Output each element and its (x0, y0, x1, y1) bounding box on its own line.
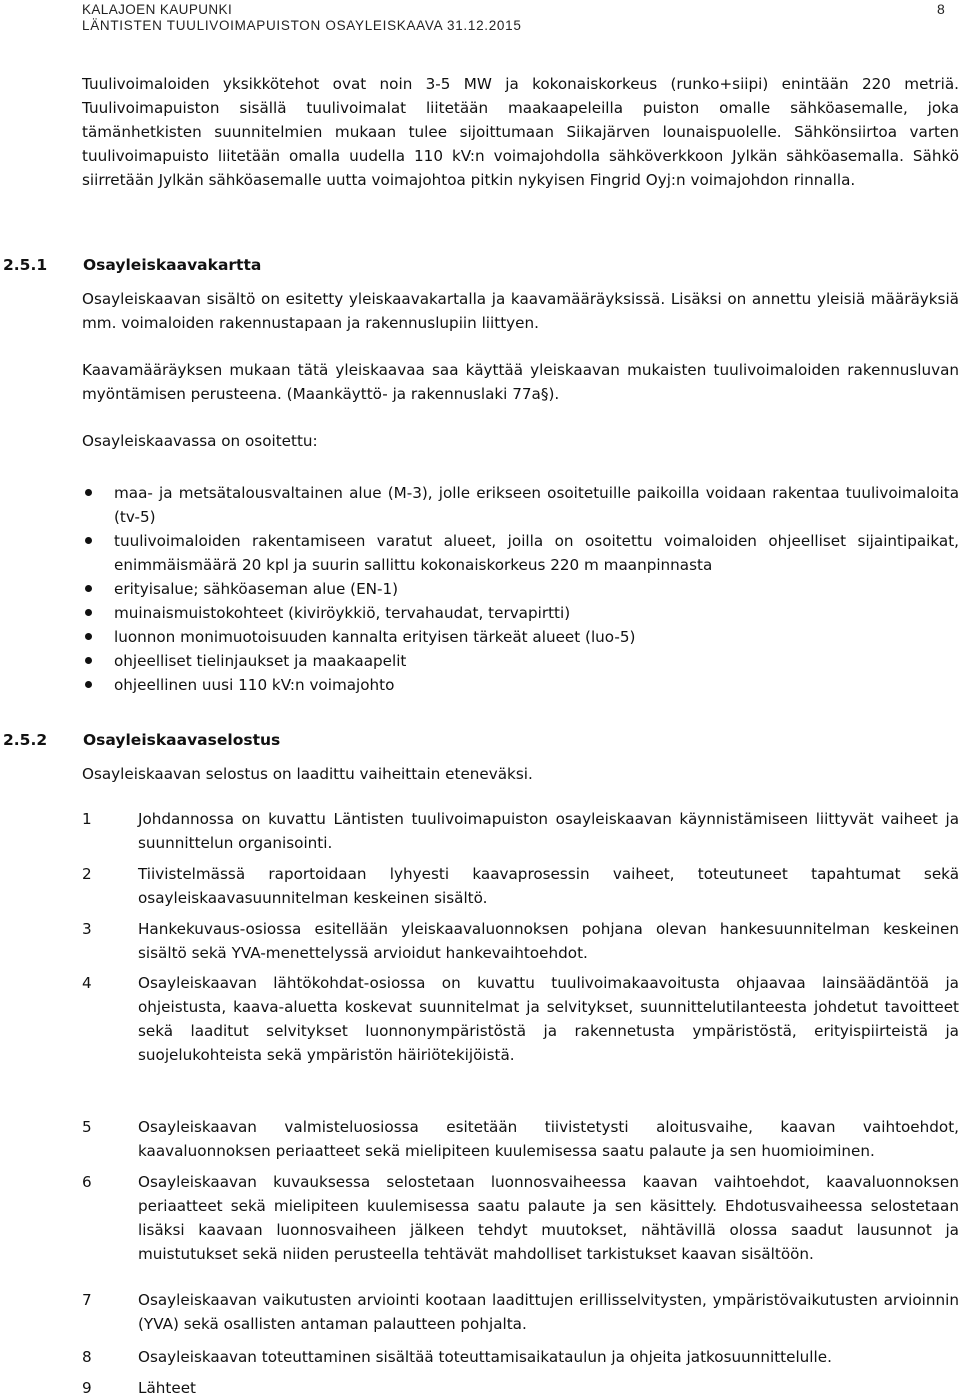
item-number: 1 (82, 810, 92, 828)
intro-paragraph: Tuulivoimaloiden yksikkötehot ovat noin 3-5 MW ja kokonaiskorkeus (runko+siipi) enintään 220 metriä. Tuulivoimapuiston sisällä tuulivoimalat liitetään maakaapeleilla puiston omalle sähköasemalle, joka tämänhetkisten suunnitelmien mukaan tulee sijoittumaan Siikajärven lounaispuolelle. Sähkönsiirtoa varten tuulivoimapuisto liitetään omalla uudella 110 kV:n voimajohdolla sähköverkkoon Jylkän sähköasemalla. Sähkö siirretään Jylkän sähköasemalle uutta voimajohtoa pitkin nykyisen Fingrid Oyj:n voimajohdon rinnalla. (82, 75, 959, 189)
item-text: Osayleiskaavan valmisteluosiossa esitetään tiivistetysti aloitusvaihe, kaavan vaihtoehdot, kaavaluonnoksen periaatteet sekä mielipiteen kuulemisessa saatu palaute ja sen huomioiminen. (138, 1118, 959, 1160)
item-text: Hankekuvaus-osiossa esitellään yleiskaavaluonnoksen pohjana olevan hankesuunnitelman keskeinen sisältö sekä YVA-menettelyssä arvioidut hankevaihtoehdot. (138, 920, 959, 962)
section-paragraph: Kaavamääräyksen mukaan tätä yleiskaavaa saa käyttää yleiskaavan mukaisten tuulivoimaloiden rakennusluvan myöntämisen perusteena. (Maankäyttö- ja rakennuslaki 77a§). (82, 361, 959, 403)
list-intro: Osayleiskaavassa on osoitettu: (82, 432, 318, 450)
item-text: Johdannossa on kuvattu Läntisten tuulivoimapuiston osayleiskaavan käynnistämiseen liittyvät vaiheet ja suunnittelun organisointi. (138, 810, 959, 852)
item-text: Osayleiskaavan kuvauksessa selostetaan luonnosvaiheessa kaavan vaihtoehdot, kaavaluonnoksen periaatteet sekä mielipiteen kuulemisessa saatu palaute ja sen käsittely. Ehdotusvaiheessa selostetaan lisäksi kaavaan luonnosvaiheen jälkeen tehdyt muutokset, nähtävillä olossa saadut lausunnot ja muistutukset sekä niiden perusteella tehtävät mahdolliset tarkistukset kaavan sisältöön. (138, 1173, 959, 1263)
header-document-title: LÄNTISTEN TUULIVOIMAPUISTON OSAYLEISKAAVA 31.12.2015 (82, 18, 522, 33)
item-text: Lähteet (138, 1379, 196, 1397)
item-number: 5 (82, 1118, 92, 1136)
item-number: 7 (82, 1291, 92, 1309)
item-number: 4 (82, 974, 92, 992)
item-text: Osayleiskaavan vaikutusten arviointi kootaan laadittujen erillisselvitysten, ympäristövaikutusten arvioinnin (YVA) sekä osallisten antaman palautteen pohjalta. (138, 1291, 959, 1333)
item-number: 6 (82, 1173, 92, 1191)
running-header (82, 2, 522, 34)
item-number: 3 (82, 920, 92, 938)
bullet-item: muinaismuistokohteet (kiviröykkiö, tervahaudat, tervapirtti) (82, 601, 959, 625)
section-number: 2.5.1 (3, 256, 48, 274)
header-municipality: KALAJOEN KAUPUNKI (82, 2, 233, 17)
bullet-item: maa- ja metsätalousvaltainen alue (M-3), jolle erikseen osoitetuille paikoilla voidaan rakentaa tuulivoimaloita (tv-5) (82, 481, 959, 529)
section-paragraph: Osayleiskaavan selostus on laadittu vaiheittain eteneväksi. (82, 765, 533, 783)
item-text: Tiivistelmässä raportoidaan lyhyesti kaavaprosessin vaiheet, toteutuneet tapahtumat sekä osayleiskaavasuunnitelman keskeinen sisältö. (138, 865, 959, 907)
section-title: Osayleiskaavakartta (83, 256, 262, 274)
bullet-item: luonnon monimuotoisuuden kannalta erityisen tärkeät alueet (luo-5) (82, 625, 959, 649)
section-paragraph: Osayleiskaavan sisältö on esitetty yleiskaavakartalla ja kaavamääräyksissä. Lisäksi on annettu yleisiä määräyksiä mm. voimaloiden rakennustapaan ja rakennuslupiin liittyen. (82, 290, 959, 332)
bullet-item: ohjeellinen uusi 110 kV:n voimajohto (82, 673, 959, 697)
section-title: Osayleiskaavaselostus (83, 731, 281, 749)
page-number: 8 (937, 1, 945, 17)
item-number: 2 (82, 865, 92, 883)
bullet-item: erityisalue; sähköaseman alue (EN-1) (82, 577, 959, 601)
bullet-item: tuulivoimaloiden rakentamiseen varatut alueet, joilla on osoitettu voimaloiden ohjeelliset sijaintipaikat, enimmäismäärä 20 kpl ja suurin sallittu kokonaiskorkeus 220 m maanpinnasta (82, 529, 959, 577)
item-text: Osayleiskaavan toteuttaminen sisältää toteuttamisaikataulun ja ohjeita jatkosuunnittelulle. (138, 1348, 832, 1366)
item-number: 9 (82, 1379, 92, 1397)
bullet-list (82, 481, 959, 697)
bullet-item: ohjeelliset tielinjaukset ja maakaapelit (82, 649, 959, 673)
item-text: Osayleiskaavan lähtökohdat-osiossa on kuvattu tuulivoimakaavoitusta ohjaavaa lainsäädäntöä ja ohjeistusta, kaava-aluetta koskevat suunnitelmat ja selvitykset, suunnittelutilanteesta johdetut tavoitteet sekä laaditut selvitykset luonnonympäristöstä ja rakennetusta ympäristöstä, erityispiirteistä ja suojelukohteista sekä ympäristön häiriötekijöistä. (138, 974, 959, 1064)
item-number: 8 (82, 1348, 92, 1366)
section-number: 2.5.2 (3, 731, 48, 749)
